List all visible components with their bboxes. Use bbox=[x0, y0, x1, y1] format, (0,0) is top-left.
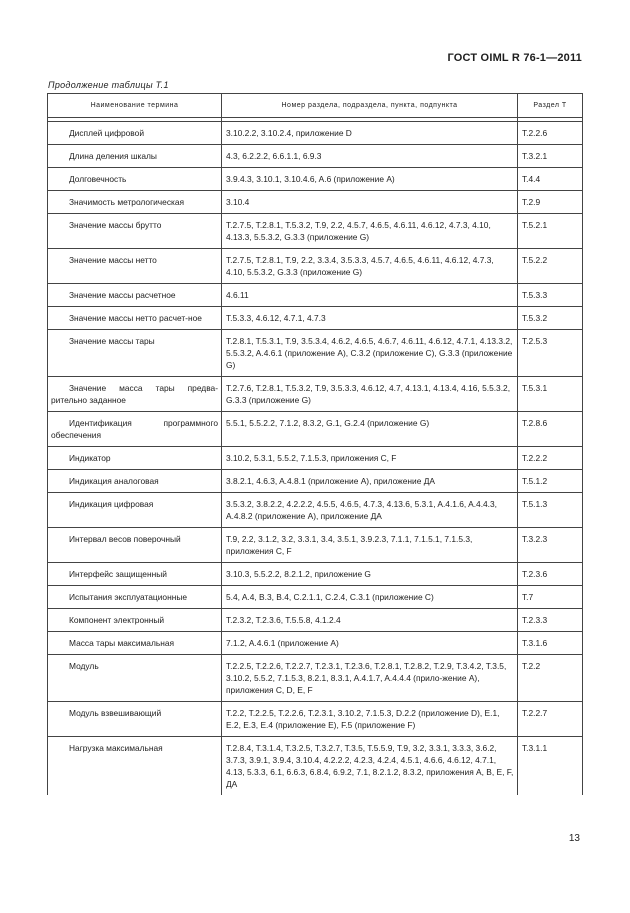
section-cell: T.2.2.6 bbox=[518, 122, 583, 145]
term-cell: Компонент электронный bbox=[48, 609, 222, 632]
refs-cell: T.2.8.1, T.5.3.1, T.9, 3.5.3.4, 4.6.2, 4.6.5, 4.6.7, 4.6.11, 4.6.12, 4.7.1, 4.13.3.2, 5.5.3.2, A.4.6.1 (приложение А), С.3.2 (приложение С), G.3.3 (приложение G) bbox=[222, 330, 518, 377]
section-cell: T.5.3.2 bbox=[518, 307, 583, 330]
term-cell: Индикатор bbox=[48, 447, 222, 470]
section-cell: T.5.2.1 bbox=[518, 214, 583, 249]
section-cell: T.4.4 bbox=[518, 168, 583, 191]
table-row bbox=[48, 702, 583, 737]
column-header-term: Наименование термина bbox=[48, 94, 222, 118]
table-caption: Продолжение таблицы Т.1 bbox=[48, 80, 169, 90]
term-cell: Значимость метрологическая bbox=[48, 191, 222, 214]
refs-cell: 3.10.4 bbox=[222, 191, 518, 214]
table-row bbox=[48, 655, 583, 702]
table-row bbox=[48, 145, 583, 168]
refs-cell: 3.10.2, 5.3.1, 5.5.2, 7.1.5.3, приложения С, F bbox=[222, 447, 518, 470]
refs-cell: 4.6.11 bbox=[222, 284, 518, 307]
refs-cell: T.2.2, T.2.2.5, T.2.2.6, T.2.3.1, 3.10.2, 7.1.5.3, D.2.2 (приложение D), E.1, E.2, E.3, E.4 (приложение E), F.5 (приложение F) bbox=[222, 702, 518, 737]
table-row bbox=[48, 586, 583, 609]
section-cell: T.5.2.2 bbox=[518, 249, 583, 284]
refs-cell: T.5.3.3, 4.6.12, 4.7.1, 4.7.3 bbox=[222, 307, 518, 330]
table-row bbox=[48, 214, 583, 249]
table-row bbox=[48, 412, 583, 447]
refs-cell: 3.8.2.1, 4.6.3, A.4.8.1 (приложение А), приложение ДА bbox=[222, 470, 518, 493]
term-cell: Значение массы нетто bbox=[48, 249, 222, 284]
table-row bbox=[48, 609, 583, 632]
table-row bbox=[48, 377, 583, 412]
section-cell: T.3.1.1 bbox=[518, 737, 583, 796]
table-row bbox=[48, 528, 583, 563]
section-cell: T.5.3.1 bbox=[518, 377, 583, 412]
term-cell: Дисплей цифровой bbox=[48, 122, 222, 145]
term-cell: Значение массы брутто bbox=[48, 214, 222, 249]
refs-cell: T.2.7.5, T.2.8.1, T.5.3.2, T.9, 2.2, 4.5.7, 4.6.5, 4.6.11, 4.6.12, 4.7.3, 4.10, 4.13.3, 5.5.3.2, G.3.3 (приложение G) bbox=[222, 214, 518, 249]
refs-cell: 7.1.2, A.4.6.1 (приложение А) bbox=[222, 632, 518, 655]
refs-cell: T.2.7.6, T.2.8.1, T.5.3.2, T.9, 3.5.3.3, 4.6.12, 4.7, 4.13.1, 4.13.4, 4.16, 5.5.3.2, G.3.3 (приложение G) bbox=[222, 377, 518, 412]
refs-cell: 5.4, A.4, B.3, B.4, C.2.1.1, C.2.4, C.3.1 (приложение С) bbox=[222, 586, 518, 609]
refs-cell: 4.3, 6.2.2.2, 6.6.1.1, 6.9.3 bbox=[222, 145, 518, 168]
term-cell: Модуль bbox=[48, 655, 222, 702]
section-cell: T.2.5.3 bbox=[518, 330, 583, 377]
table-row bbox=[48, 307, 583, 330]
term-cell: Нагрузка максимальная bbox=[48, 737, 222, 796]
table-row bbox=[48, 284, 583, 307]
term-cell: Интерфейс защищенный bbox=[48, 563, 222, 586]
table-row bbox=[48, 493, 583, 528]
section-cell: T.7 bbox=[518, 586, 583, 609]
section-cell: T.3.1.6 bbox=[518, 632, 583, 655]
term-cell: Идентификация программного обеспечения bbox=[48, 412, 222, 447]
table-row bbox=[48, 563, 583, 586]
refs-cell: T.2.7.5, T.2.8.1, T.9, 2.2, 3.3.4, 3.5.3.3, 4.5.7, 4.6.5, 4.6.11, 4.6.12, 4.7.3, 4.10, 5.5.3.2, G.3.3 (приложение G) bbox=[222, 249, 518, 284]
section-cell: T.2.9 bbox=[518, 191, 583, 214]
table-row bbox=[48, 191, 583, 214]
terms-table bbox=[47, 93, 583, 795]
column-header-section: Раздел Т bbox=[518, 94, 583, 118]
table-row bbox=[48, 737, 583, 796]
term-cell: Долговечность bbox=[48, 168, 222, 191]
table-header-row bbox=[48, 94, 583, 118]
table-row bbox=[48, 249, 583, 284]
refs-cell: 3.10.2.2, 3.10.2.4, приложение D bbox=[222, 122, 518, 145]
refs-cell: T.2.3.2, T.2.3.6, T.5.5.8, 4.1.2.4 bbox=[222, 609, 518, 632]
table-body bbox=[48, 118, 583, 796]
term-cell: Модуль взвешивающий bbox=[48, 702, 222, 737]
section-cell: T.5.1.2 bbox=[518, 470, 583, 493]
term-cell: Значение массы нетто расчет-ное bbox=[48, 307, 222, 330]
term-cell: Интервал весов поверочный bbox=[48, 528, 222, 563]
term-cell: Масса тары максимальная bbox=[48, 632, 222, 655]
refs-cell: T.9, 2.2, 3.1.2, 3.2, 3.3.1, 3.4, 3.5.1, 3.9.2.3, 7.1.1, 7.1.5.1, 7.1.5.3, приложения С, F bbox=[222, 528, 518, 563]
table-row bbox=[48, 330, 583, 377]
page-number: 13 bbox=[568, 833, 580, 844]
term-cell: Значение массы тары bbox=[48, 330, 222, 377]
refs-cell: 3.5.3.2, 3.8.2.2, 4.2.2.2, 4.5.5, 4.6.5, 4.7.3, 4.13.6, 5.3.1, A.4.1.6, A.4.4.3, A.4.8.2 (приложение А), приложение ДА bbox=[222, 493, 518, 528]
table-row bbox=[48, 122, 583, 145]
section-cell: T.2.2.2 bbox=[518, 447, 583, 470]
section-cell: T.2.2.7 bbox=[518, 702, 583, 737]
table-row bbox=[48, 632, 583, 655]
section-cell: T.2.3.3 bbox=[518, 609, 583, 632]
refs-cell: 5.5.1, 5.5.2.2, 7.1.2, 8.3.2, G.1, G.2.4 (приложение G) bbox=[222, 412, 518, 447]
term-cell: Значение массы расчетное bbox=[48, 284, 222, 307]
term-cell: Индикация аналоговая bbox=[48, 470, 222, 493]
refs-cell: T.2.2.5, T.2.2.6, T.2.2.7, T.2.3.1, T.2.3.6, T.2.8.1, T.2.8.2, T.2.9, T.3.4.2, T.3.5, 3.10.2, 5.5.2, 7.1.5.3, 8.2.1, 8.3.1, A.4.1.7, A.4.4.4 (прило-жение А), приложения С, D, E, F bbox=[222, 655, 518, 702]
refs-cell: 3.10.3, 5.5.2.2, 8.2.1.2, приложение G bbox=[222, 563, 518, 586]
section-cell: T.3.2.1 bbox=[518, 145, 583, 168]
section-cell: T.3.2.3 bbox=[518, 528, 583, 563]
table-row bbox=[48, 470, 583, 493]
section-cell: T.2.3.6 bbox=[518, 563, 583, 586]
section-cell: T.2.2 bbox=[518, 655, 583, 702]
term-cell: Значение масса тары предва-рительно заданное bbox=[48, 377, 222, 412]
term-cell: Длина деления шкалы bbox=[48, 145, 222, 168]
section-cell: T.5.3.3 bbox=[518, 284, 583, 307]
refs-cell: 3.9.4.3, 3.10.1, 3.10.4.6, A.6 (приложение А) bbox=[222, 168, 518, 191]
section-cell: T.2.8.6 bbox=[518, 412, 583, 447]
refs-cell: T.2.8.4, T.3.1.4, T.3.2.5, T.3.2.7, T.3.5, T.5.5.9, T.9, 3.2, 3.3.1, 3.3.3, 3.6.2, 3.7.3, 3.9.1, 3.9.4, 3.10.4, 4.2.2.2, 4.2.3, 4.2.4, 4.5.1, 4.6.6, 4.6.12, 4.7.1, 4.13, 5.3.3, 6.1, 6.6.3, 6.8.4, 6.9.2, 7.1, 8.2.1.2, 8.3.2, приложения А, В, Е, F, ДА bbox=[222, 737, 518, 796]
term-cell: Испытания эксплуатационные bbox=[48, 586, 222, 609]
term-cell: Индикация цифровая bbox=[48, 493, 222, 528]
section-cell: T.5.1.3 bbox=[518, 493, 583, 528]
document-code: ГОСТ OIML R 76-1—2011 bbox=[447, 52, 582, 64]
table-row bbox=[48, 168, 583, 191]
table-row bbox=[48, 447, 583, 470]
column-header-refs: Номер раздела, подраздела, пункта, подпункта bbox=[222, 94, 518, 118]
